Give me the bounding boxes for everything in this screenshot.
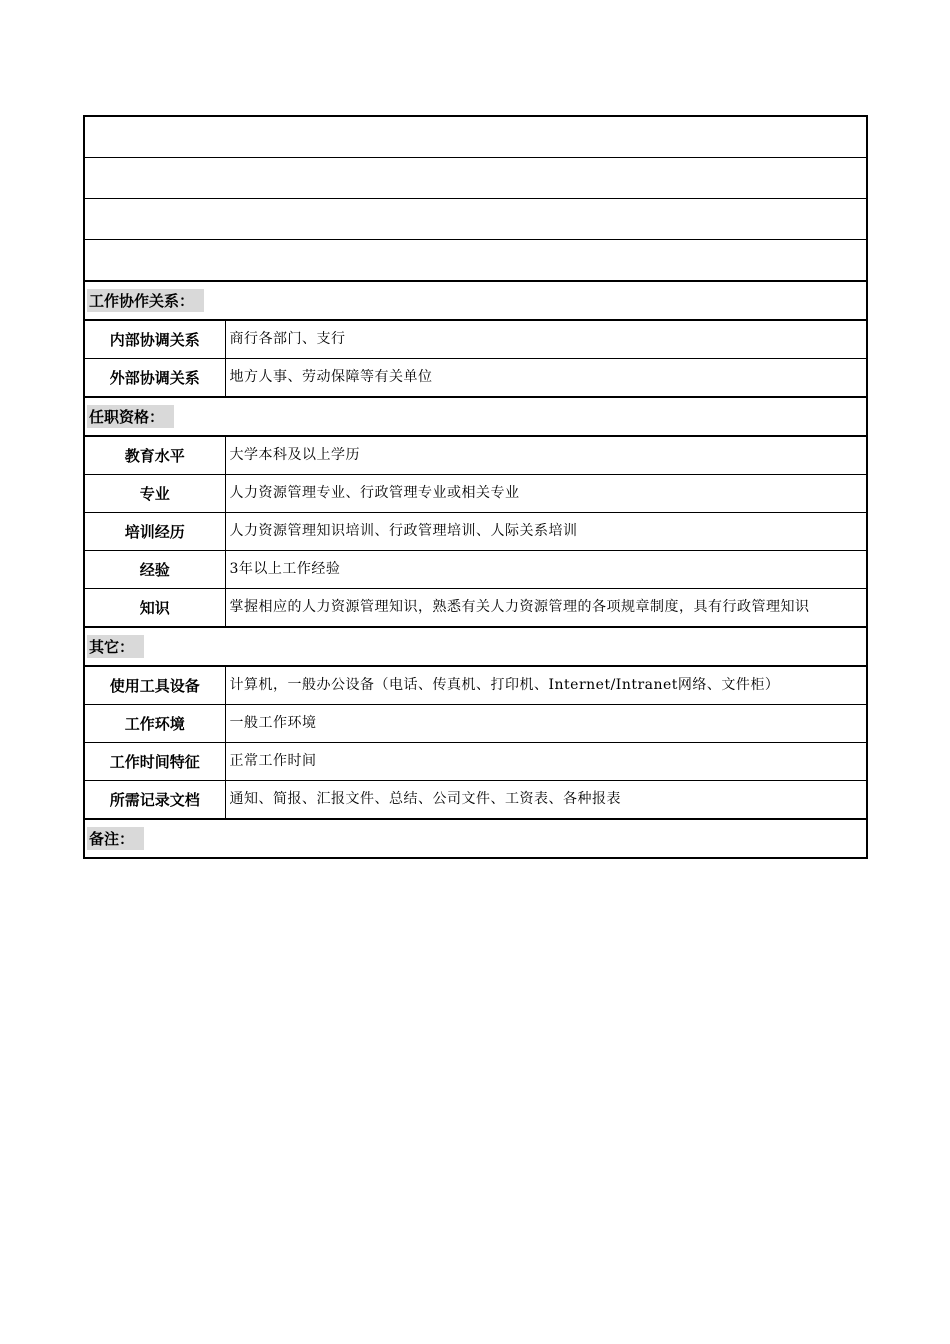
table-row (84, 743, 867, 781)
section-remarks (84, 819, 867, 858)
row-label: 内部协调关系 (84, 320, 225, 359)
row-label: 外部协调关系 (84, 359, 225, 398)
table-row (84, 551, 867, 589)
row-value: 计算机，一般办公设备（电话、传真机、打印机、Internet/Intranet网络、文件柜） (225, 666, 867, 705)
table-row (84, 589, 867, 628)
row-value: 商行各部门、支行 (225, 320, 867, 359)
row-label: 所需记录文档 (84, 781, 225, 820)
row-label: 专业 (84, 475, 225, 513)
row-label: 工作环境 (84, 705, 225, 743)
row-label: 培训经历 (84, 513, 225, 551)
table-row (84, 666, 867, 705)
row-value: 一般工作环境 (225, 705, 867, 743)
row-value: 正常工作时间 (225, 743, 867, 781)
blank-row (84, 158, 867, 199)
table-row (84, 359, 867, 398)
row-label: 知识 (84, 589, 225, 628)
job-description-sheet (83, 115, 866, 859)
table-row (84, 475, 867, 513)
blank-row (84, 116, 867, 158)
section-cooperation (84, 281, 867, 320)
row-label: 经验 (84, 551, 225, 589)
row-label: 工作时间特征 (84, 743, 225, 781)
row-label: 使用工具设备 (84, 666, 225, 705)
table-row (84, 781, 867, 820)
section-title: 工作协作关系： (87, 289, 204, 312)
table-row (84, 513, 867, 551)
row-value: 通知、简报、汇报文件、总结、公司文件、工资表、各种报表 (225, 781, 867, 820)
section-other (84, 627, 867, 666)
section-title: 备注： (87, 827, 144, 850)
section-title: 其它： (87, 635, 144, 658)
blank-row (84, 199, 867, 240)
section-qualification (84, 397, 867, 436)
blank-row (84, 240, 867, 282)
table-row (84, 705, 867, 743)
section-title: 任职资格： (87, 405, 174, 428)
table-row (84, 320, 867, 359)
row-value: 大学本科及以上学历 (225, 436, 867, 475)
row-value: 掌握相应的人力资源管理知识，熟悉有关人力资源管理的各项规章制度，具有行政管理知识 (225, 589, 867, 628)
table-row (84, 436, 867, 475)
row-value: 地方人事、劳动保障等有关单位 (225, 359, 867, 398)
job-description-table (83, 115, 868, 859)
row-value: 人力资源管理专业、行政管理专业或相关专业 (225, 475, 867, 513)
row-value: 3年以上工作经验 (225, 551, 867, 589)
row-value: 人力资源管理知识培训、行政管理培训、人际关系培训 (225, 513, 867, 551)
row-label: 教育水平 (84, 436, 225, 475)
